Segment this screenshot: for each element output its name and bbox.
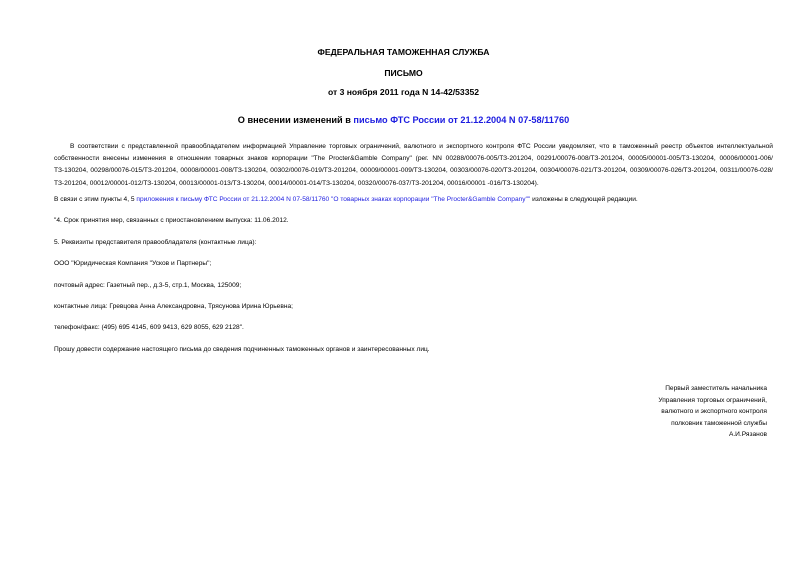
paragraph-2 — [54, 194, 773, 206]
paragraph-9: Прошу довести содержание настоящего письма до сведения подчиненных таможенных органов и заинтересованных лиц. — [54, 346, 430, 353]
paragraph-8: телефон/факс: (495) 695 4145, 609 9413, 629 8055, 629 2128". — [54, 324, 244, 331]
signature-line-3: валютного и экспортного контроля — [661, 408, 767, 415]
subject-prefix: О внесении изменений в — [237, 115, 354, 125]
document-date-number: от 3 ноября 2011 года N 14-42/53352 — [327, 87, 480, 97]
paragraph-2-suffix: изложены в следующей редакции. — [530, 196, 638, 203]
paragraph-6: почтовый адрес: Газетный пер., д.3-5, стр.1, Москва, 125009; — [54, 282, 242, 289]
paragraph-5: ООО "Юридическая Компания "Усков и Партнеры"; — [54, 260, 212, 267]
document-type: ПИСЬМО — [384, 68, 423, 78]
paragraph-3: "4. Срок принятия мер, связанных с приостановлением выпуска: 11.06.2012. — [54, 217, 289, 224]
signature-block — [658, 383, 767, 441]
agency-title: ФЕДЕРАЛЬНАЯ ТАМОЖЕННАЯ СЛУЖБА — [317, 47, 490, 57]
appendix-link[interactable]: приложения к письму ФТС России от 21.12.2004 N 07-58/11760 "О товарных знаках корпорации "The Procter&Gamble Company"" — [136, 196, 531, 203]
paragraph-2-prefix: В связи с этим пункты 4, 5 — [54, 196, 137, 203]
paragraph-7: контактные лица: Гревцова Анна Александровна, Трясунова Ирина Юрьевна; — [54, 303, 293, 310]
paragraph-1: В соответствии с представленной правообладателем информацией Управление торговых ограничений, валютного и экспортного контроля ФТС России уведомляет, что в таможенный реестр объектов интеллектуальной собственности внесены изменения в отношении товарных знаков корпорации "The Procter&Gamble Company" (рег. NN 00288/00076-005/ТЗ-201204, 00291/00076-008/ТЗ-201204, 00005/00001-005/ТЗ-130204, 00006/00001-006/ТЗ-130204, 00298/00076-015/ТЗ-201204, 00008/00001-008/ТЗ-130204, 00302/00076-019/ТЗ-201204, 00009/00001-009/ТЗ-130204, 00303/00076-020/ТЗ-201204, 00304/00076-021/ТЗ-201204, 00309/00076-026/ТЗ-201204, 00311/00076-028/ТЗ-201204, 00012/00001-012/ТЗ-130204, 00013/00001-013/ТЗ-130204, 00014/00001-014/ТЗ-130204, 00320/00076-037/ТЗ-201204, 00016/00001 -016/ТЗ-130204). — [54, 143, 773, 187]
signature-line-4: полковник таможенной службы — [671, 419, 767, 427]
subject-link[interactable]: письмо ФТС России от 21.12.2004 N 07-58/11760 — [353, 115, 570, 125]
signature-line-2: Управления торговых ограничений, — [658, 396, 767, 404]
signature-line-1: Первый заместитель начальника — [665, 385, 767, 392]
document-subject — [0, 115, 807, 125]
paragraph-4: 5. Реквизиты представителя правообладателя (контактные лица): — [54, 239, 257, 246]
signature-line-5: А.И.Рязанов — [728, 431, 767, 438]
